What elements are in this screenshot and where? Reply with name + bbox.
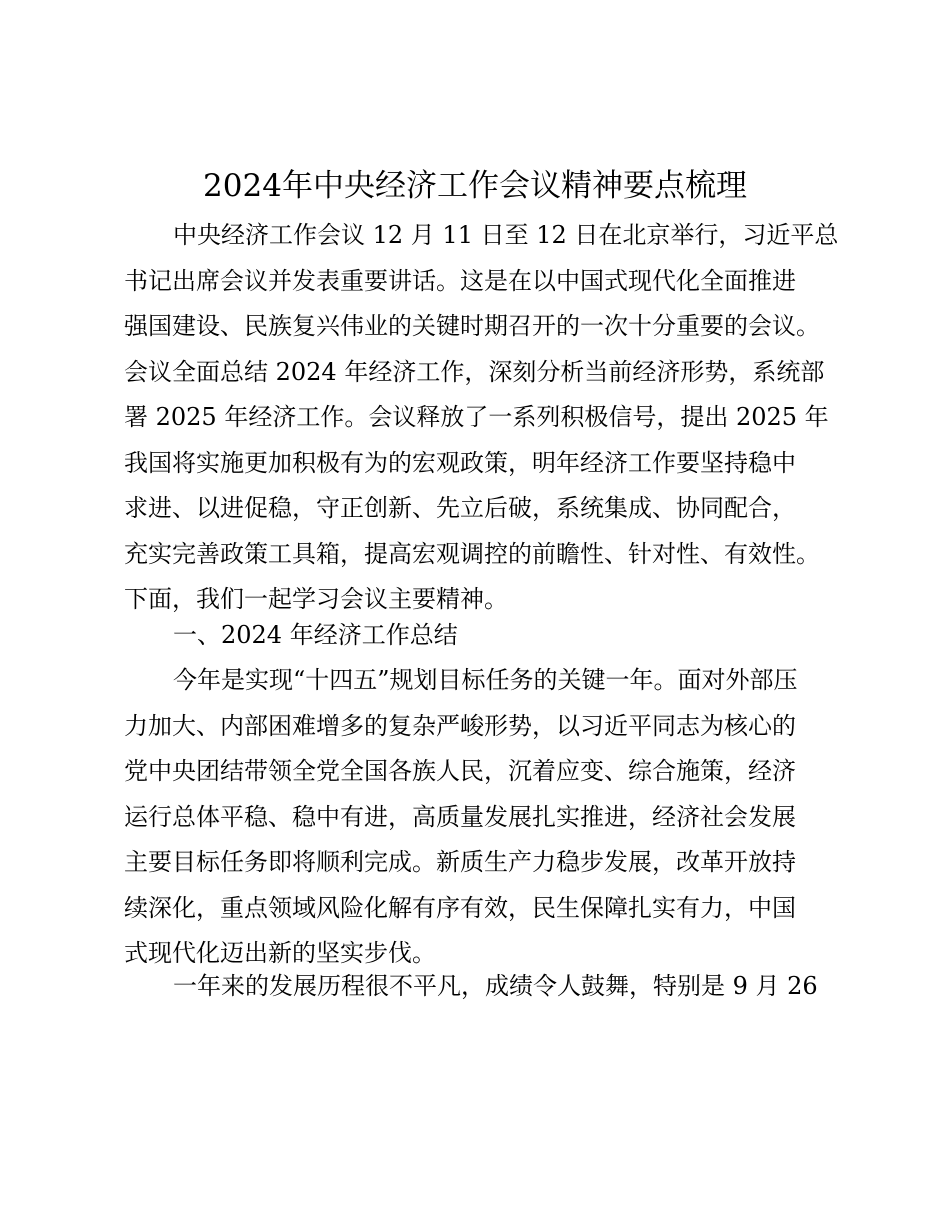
paragraph-line: 署 2025 年经济工作。会议释放了一系列积极信号，提出 2025 年 xyxy=(124,403,829,431)
paragraph-line: 今年是实现“十四五”规划目标任务的关键一年。面对外部压 xyxy=(173,666,798,694)
paragraph-line: 运行总体平稳、稳中有进，高质量发展扎实推进，经济社会发展 xyxy=(124,802,796,831)
paragraph-line: 中央经济工作会议 12 月 11 日至 12 日在北京举行，习近平总 xyxy=(173,221,839,249)
paragraph-line: 式现代化迈出新的坚实步伐。 xyxy=(124,939,436,967)
paragraph-line: 下面，我们一起学习会议主要精神。 xyxy=(124,585,508,613)
paragraph-line: 书记出席会议并发表重要讲话。这是在以中国式现代化全面推进 xyxy=(124,266,796,295)
paragraph-line: 一年来的发展历程很不平凡，成绩令人鼓舞，特别是 9 月 26 xyxy=(173,972,818,1000)
paragraph-line: 续深化，重点领域风险化解有序有效，民生保障扎实有力，中国 xyxy=(124,893,796,922)
paragraph-summary xyxy=(124,658,844,977)
document-title: 2024年中央经济工作会议精神要点梳理 xyxy=(203,168,747,204)
paragraph-intro xyxy=(124,213,844,623)
paragraph-line: 充实完善政策工具箱，提高宏观调控的前瞻性、针对性、有效性。 xyxy=(124,539,820,568)
paragraph-continuation xyxy=(124,964,844,1010)
section-heading-line: 一、2024 年经济工作总结 xyxy=(173,621,458,649)
section-heading-1 xyxy=(124,613,844,659)
paragraph-line: 党中央团结带领全党全国各族人民，沉着应变、综合施策，经济 xyxy=(124,757,796,785)
paragraph-line: 会议全面总结 2024 年经济工作，深刻分析当前经济形势，系统部 xyxy=(124,357,825,386)
paragraph-line: 力加大、内部困难增多的复杂严峻形势，以习近平同志为核心的 xyxy=(124,711,796,740)
paragraph-line: 我国将实施更加积极有为的宏观政策，明年经济工作要坚持稳中 xyxy=(124,448,796,477)
paragraph-line: 主要目标任务即将顺利完成。新质生产力稳步发展，改革开放持 xyxy=(124,848,796,876)
paragraph-line: 求进、以进促稳，守正创新、先立后破，系统集成、协同配合， xyxy=(124,494,796,522)
paragraph-line: 强国建设、民族复兴伟业的关键时期召开的一次十分重要的会议。 xyxy=(124,312,820,340)
